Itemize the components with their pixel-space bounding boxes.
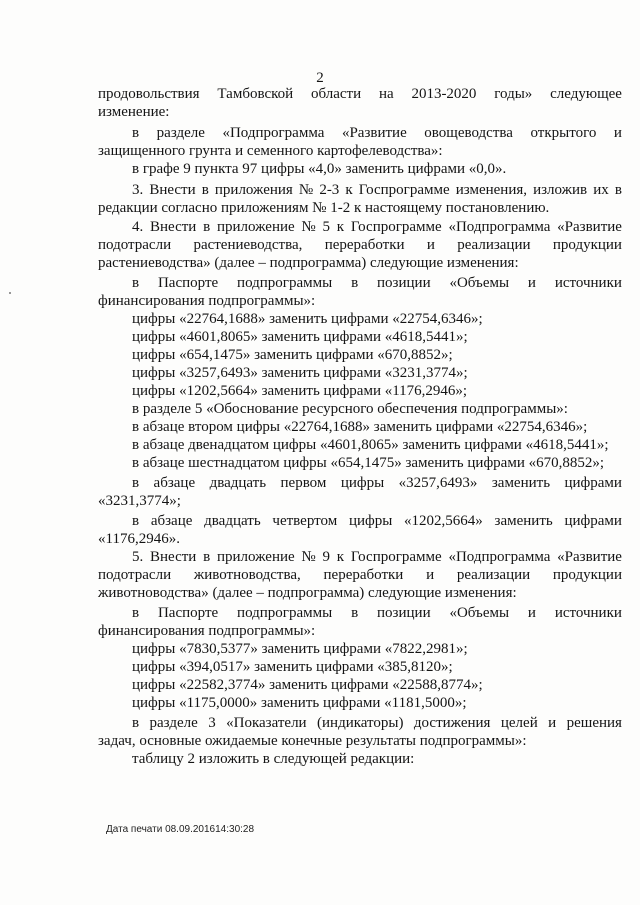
text-line [132, 274, 622, 292]
text-line: растениеводства» (далее – подпрограмма) следующие изменения: [98, 255, 519, 271]
word: «Показатели [226, 715, 307, 731]
word: «Развитие [557, 219, 622, 235]
text-line: «3231,3774»; [98, 493, 181, 509]
word: переработки [324, 237, 405, 253]
word: в [132, 605, 140, 621]
word: Внести [150, 549, 197, 565]
word: следующее [550, 86, 622, 102]
text-line: в графе 9 пункта 97 цифры «4,0» заменить цифрами «0,0». [132, 161, 507, 177]
word: позиции [377, 605, 431, 621]
word: 2013-2020 [411, 86, 477, 102]
text-line: цифры «3257,6493» заменить цифрами «3231,3774»; [132, 365, 468, 381]
text-line: изменение: [98, 104, 170, 120]
word: и [426, 237, 435, 253]
word: источники [554, 275, 622, 291]
text-line [132, 604, 622, 622]
word: в [351, 605, 359, 621]
text-line [98, 236, 622, 254]
word: приложения [214, 182, 293, 198]
text-line: цифры «1202,5664» заменить цифрами «1176,2946»; [132, 383, 468, 399]
word: двадцать [209, 475, 267, 491]
word: продукции [552, 237, 622, 253]
text-line [132, 714, 622, 732]
word: в [203, 219, 211, 235]
word: в [132, 275, 140, 291]
text-line [132, 124, 622, 142]
word: подпрограммы [237, 275, 333, 291]
text-line: редакции согласно приложениям № 1-2 к настоящему постановлению. [98, 200, 550, 216]
text-line: цифры «22764,1688» заменить цифрами «22754,6346»; [132, 311, 483, 327]
text-line: в абзаце шестнадцатом цифры «654,1475» заменить цифрами «670,8852»; [132, 455, 605, 471]
word: переработки [323, 567, 404, 583]
text-line: цифры «22582,3774» заменить цифрами «22588,8774»; [132, 677, 483, 693]
word: «Развитие [341, 125, 407, 141]
word: 5 [322, 219, 330, 235]
word: в [614, 182, 622, 198]
word: подотрасли [98, 237, 172, 253]
text-line: животноводства» (далее – подпрограмма) следующие изменения: [98, 585, 517, 601]
word: в [351, 275, 359, 291]
word: разделе [156, 125, 205, 141]
word: заменить [494, 513, 553, 529]
word: позиции [377, 275, 431, 291]
text-line [132, 474, 622, 492]
word: «Подпрограмма [222, 125, 325, 141]
word: абзаце [150, 513, 193, 529]
word: «Подпрограмма [448, 549, 551, 565]
word: годы» [494, 86, 533, 102]
word: цифры [340, 475, 385, 491]
word: целей [500, 715, 538, 731]
text-line: цифры «394,0517» заменить цифрами «385,8120»; [132, 659, 453, 675]
word: № [298, 182, 314, 198]
word: цифрами [564, 513, 622, 529]
word: приложение [216, 549, 295, 565]
text-line [132, 181, 622, 199]
word: источники [554, 605, 622, 621]
word: Тамбовской [217, 86, 294, 102]
word: и [613, 125, 622, 141]
word: растениеводства, [193, 237, 303, 253]
word: (индикаторы) [317, 715, 404, 731]
word: 5. [132, 549, 144, 565]
word: области [310, 86, 362, 102]
text-line [98, 85, 622, 103]
word: к [345, 182, 353, 198]
word: и [527, 605, 536, 621]
word: «Развитие [557, 549, 622, 565]
word: изложив [533, 182, 588, 198]
text-line [132, 512, 622, 530]
word: в [132, 125, 140, 141]
word: решения [566, 715, 622, 731]
word: реализации [457, 237, 531, 253]
text-line: финансирования подпрограммы»: [98, 623, 316, 639]
word: овощеводства [424, 125, 513, 141]
word: четвертом [272, 513, 338, 529]
word: 2-3 [319, 182, 340, 198]
word: «1202,5664» [404, 513, 483, 529]
word: к [336, 549, 345, 565]
word: к [336, 219, 345, 235]
text-line: «1176,2946». [98, 531, 180, 547]
text-line: цифры «7830,5377» заменить цифрами «7822,2981»; [132, 641, 468, 657]
word: № [301, 219, 316, 235]
word: цифрами [564, 475, 622, 491]
text-line: в абзаце втором цифры «22764,1688» заменить цифрами «22754,6346»; [132, 419, 588, 435]
word: 4. [132, 219, 144, 235]
word: № [301, 549, 316, 565]
word: в [132, 715, 140, 731]
word: приложение [216, 219, 295, 235]
word: Внести [150, 219, 197, 235]
word: Паспорте [157, 605, 219, 621]
word: подотрасли [98, 567, 172, 583]
text-line: цифры «4601,8065» заменить цифрами «4618,5441»; [132, 329, 468, 345]
word: Госпрограмме [350, 549, 442, 565]
text-line: цифры «654,1475» заменить цифрами «670,8852»; [132, 347, 453, 363]
word: Внести [149, 182, 196, 198]
word: цифры [348, 513, 393, 529]
word: «Объемы [449, 605, 510, 621]
text-line [132, 548, 622, 566]
word: в [201, 182, 209, 198]
word: «3257,6493» [398, 475, 478, 491]
page-number: 2 [316, 70, 324, 86]
word: их [593, 182, 609, 198]
word: двадцать [204, 513, 261, 529]
print-date-footer: Дата печати 08.09.201614:30:28 [106, 824, 255, 835]
word: достижения [413, 715, 491, 731]
text-line: в разделе 5 «Обоснование ресурсного обеспечения подпрограммы»: [132, 401, 568, 417]
word: животноводства, [193, 567, 301, 583]
word: Госпрограмме [350, 219, 442, 235]
word: на [378, 86, 394, 102]
scan-speck [9, 292, 11, 294]
text-line [132, 218, 622, 236]
word: «Объемы [449, 275, 510, 291]
text-line: финансирования подпрограммы»: [98, 293, 316, 309]
text-line: цифры «1175,0000» заменить цифрами «1181,5000»; [132, 695, 467, 711]
word: «Подпрограмма [448, 219, 551, 235]
word: в [132, 513, 140, 529]
word: продовольствия [98, 86, 200, 102]
word: изменения, [455, 182, 527, 198]
word: открытого [530, 125, 597, 141]
word: заменить [491, 475, 551, 491]
word: в [203, 549, 211, 565]
word: и [548, 715, 557, 731]
word: продукции [552, 567, 622, 583]
word: реализации [456, 567, 531, 583]
word: 3 [208, 715, 216, 731]
word: разделе [149, 715, 198, 731]
word: первом [280, 475, 327, 491]
word: и [527, 275, 536, 291]
text-line: таблицу 2 изложить в следующей редакции: [132, 751, 415, 767]
word: абзаце [153, 475, 196, 491]
text-line: защищенного грунта и семенного картофелеводства»: [98, 143, 443, 159]
word: Паспорте [157, 275, 219, 291]
word: в [132, 475, 140, 491]
word: и [426, 567, 435, 583]
text-line [98, 566, 622, 584]
word: Госпрограмме [358, 182, 450, 198]
word: 9 [322, 549, 330, 565]
text-line: в абзаце двенадцатом цифры «4601,8065» заменить цифрами «4618,5441»; [132, 437, 609, 453]
word: 3. [132, 182, 144, 198]
word: подпрограммы [237, 605, 333, 621]
text-line: задач, основные ожидаемые конечные результаты подпрограммы»: [98, 733, 527, 749]
